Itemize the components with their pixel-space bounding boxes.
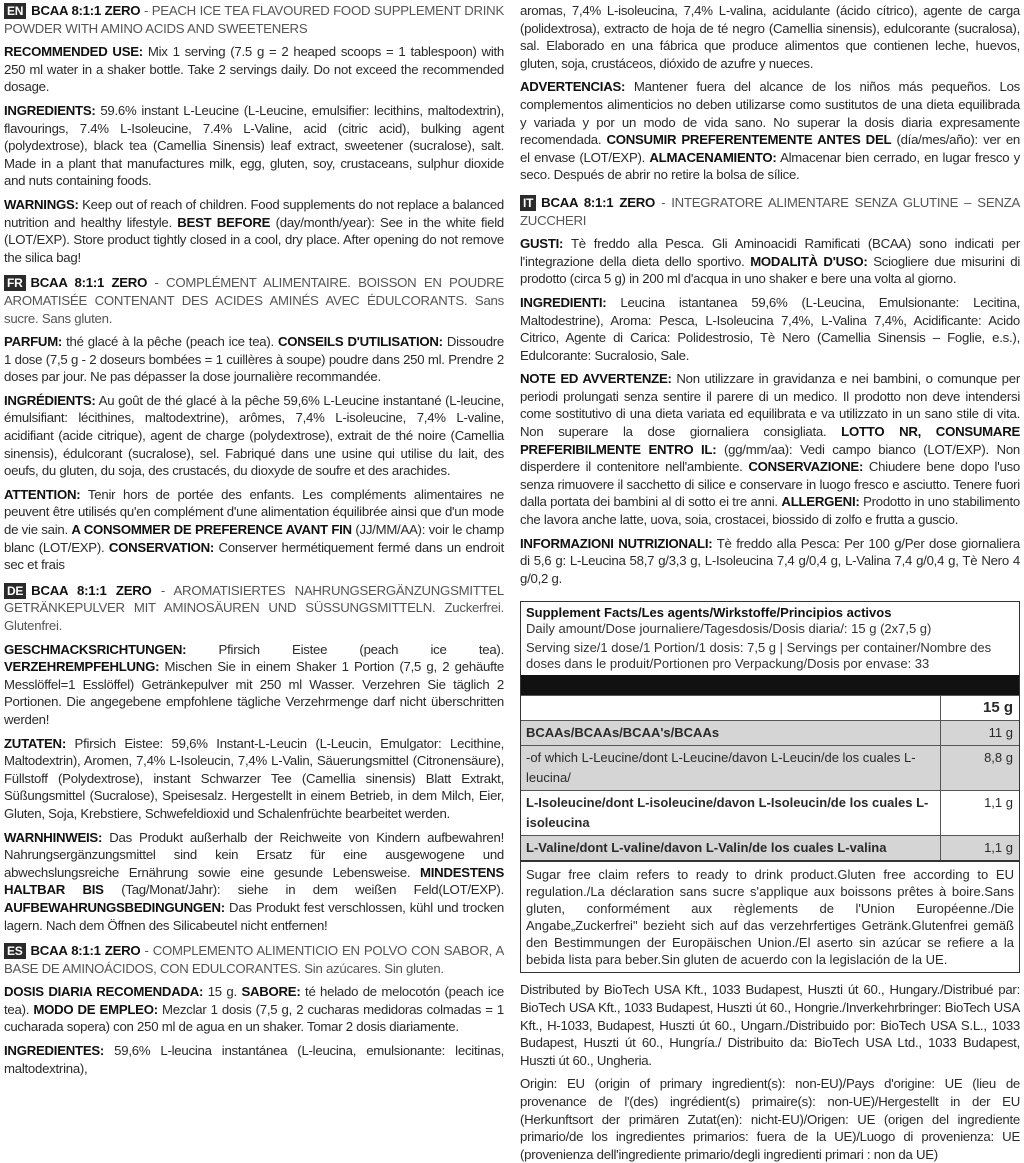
de-lang-badge: DE	[4, 583, 26, 599]
fr-lang-badge: FR	[4, 275, 26, 291]
origin: Origin: EU (origin of primary ingredient(s): non-EU)/Pays d'origine: UE (lieu de provenance de l'(des) ingrédient(s) primaire(s): non-UE)/Hergestellt in der EU (Herkunftsort der primären Zutat(en): nicht-EU)/Origen: UE (origen del ingrediente primario/de los ingredientes primarios: fuera de la UE)/Luogo di provenienza: UE (provenienza dell'ingrediente primario/degli ingredienti primari : non da UE)	[520, 1076, 1020, 1162]
de-geschmack: GESCHMACKSRICHTUNGEN: Pfirsich Eistee (peach ice tea). VERZEHREMPFEHLUNG: Mischen Sie in einem Shaker 1 Portion (7,5 g, 2 gehäufte Messlöffel=1 Esslöffel) Getränkepulver mit 250 ml Wasser. Verzehren Sie täglich 2 Portionen. Die angegebene empfohlene tägliche Verzehrmenge darf nicht überschritten werden!	[4, 641, 504, 727]
es-dosis: DOSIS DIARIA RECOMENDADA: 15 g. SABORE: té helado de melocotón (peach ice tea). MODO DE EMPLEO: Mezclar 1 dosis (7,5 g, 2 cucharas medidoras colmadas = 1 cucharada sopera) con 250 ml de agua en un shaker. Tomar 2 dosis diariamente.	[4, 984, 505, 1035]
en-title: EN BCAA 8:1:1 ZERO - PEACH ICE TEA FLAVOURED FOOD SUPPLEMENT DRINK POWDER WITH AMINO ACIDS AND SWEETENERS	[4, 3, 504, 36]
es-lang-badge: ES	[4, 943, 26, 959]
facts-heading: Supplement Facts/Les agents/Wirkstoffe/Principios activos	[526, 605, 892, 621]
facts-row-name: L-Valine/dont L-valine/davon L-Valin/de los cuales L-valina	[526, 840, 887, 856]
facts-column-header	[521, 695, 1019, 720]
de-zutaten: ZUTATEN: Pfirsich Eistee: 59,6% Instant-L-Leucin (L-Leucin, Emulgator: Lecithine, Maltodextrin), Aromen, 7,4% L-Isoleucin, 7,4% L-Valin, Säuerungsmittel (Citronensäure), Füllstoff (Polydextrose), instant Schwarzer Tee (Camellia sinensis) Blatt Extrakt, Süßungsmittel (Sucralose), Speisesalz. Hergestellt in einem Betrieb, in dem Milch, Eier, Gluten, Soja, Krebstiere, Schwefeldioxid und Schalenfrüchte bearbeitet werden.	[4, 735, 504, 821]
distributed-by: Distributed by BioTech USA Kft., 1033 Budapest, Huszti út 60., Hungary./Distribué par: BioTech USA Kft., 1033 Budapest, Huszti út 60., Hongrie./Inverkehrbringer: BioTech USA Kft., H-1033, Budapest, Huszti út 60., Ungarn./Distribuido por: BioTech USA S.L., 1033 Budapest, Huszti út 60., Hungría./ Distribuito da: BioTech USA Ltd., 1033 Budapest, Huszti út 60., Ungheria.	[520, 982, 1020, 1068]
facts-daily-amount: Daily amount/Dose journaliere/Tagesdosis/Dosis diaria/: 15 g (2x7,5 g)	[526, 621, 932, 637]
facts-row-isoleucine	[521, 790, 1019, 835]
en-warnings: WARNINGS: Keep out of reach of children. Food supplements do not replace a balanced nutrition and healthy lifestyle. BEST BEFORE (day/month/year): See in the white field (LOT/EXP). Store product tightly closed in a cool, dry place. After opening do not remove the silica bag!	[4, 196, 504, 265]
en-recommended-use: RECOMMENDED USE: Mix 1 serving (7.5 g = 2 heaped scoops = 1 tablespoon) with 250 ml water in a shaker bottle. Take 2 servings daily. Do not exceed the recommended dosage.	[4, 44, 505, 95]
left-column	[0, 0, 508, 1076]
en-lang-badge: EN	[4, 3, 26, 19]
it-ingredienti: INGREDIENTI: Leucina istantanea 59,6% (L-Leucina, Emulsionante: Lecitina, Maltodestrine), Aroma: Pesca, L-Isoleucina 7,4%, L-Valina 7,4%, Acidificante: Acido Citrico, Agente di Carica: Polidestrosio, Tè Nero (Camellia Sinensis – Foglie, e.s.), Edulcorante: Sucralosio, Sale.	[520, 294, 1020, 363]
it-info-nutrizionali: INFORMAZIONI NUTRIZIONALI: Tè freddo alla Pesca: Per 100 g/Per dose giornaliera di 5,6 g: L-Leucina 58,7 g/3,3 g, L-Isoleucina 7,4 g/0,4 g, L-Valina 7,4 g/0,4 g, Tè Nero 4 g/0,2 g.	[520, 535, 1020, 586]
facts-row-valine	[521, 835, 1019, 860]
facts-row-name: BCAAs/BCAAs/BCAA's/BCAAs	[526, 725, 720, 741]
en-ingredients: INGREDIENTS: 59.6% instant L-Leucine (L-Leucine, emulsifier: lecithins, maltodextrin), flavourings, 7.4% L-Isoleucine, 7.4% L-Valine, acid (citric acid), bulking agent (polydextrose), black tea (Camellia Sinensis) leaf extract, sweetener (sucralose), salt. Made in a plant that manufactures milk, egg, gluten, soy, crustaceans, sulphur dioxide and nuts containing foods.	[4, 102, 504, 189]
facts-row-value: 1,1 g	[940, 836, 1019, 860]
facts-row-value: 11 g	[940, 721, 1019, 745]
it-title: IT BCAA 8:1:1 ZERO - INTEGRATORE ALIMENTARE SENZA GLUTINE – SENZA ZUCCHERI	[520, 194, 1020, 228]
es-advertencias: ADVERTENCIAS: Mantener fuera del alcance de los niños más pequeños. Los complementos alimenticios no deben utilizarse como sustitutos de una dieta equilibrada y variada y por un modo de vida sano. No superar la dosis diaria expresamente recomendada. CONSUMIR PREFERENTEMENTE ANTES DEL (día/mes/año): ver en el envase (LOT/EXP). ALMACENAMIENTO: Almacenar bien cerrado, en lugar fresco y seco. Después de abrir no retire la bolsa de sílice.	[520, 79, 1020, 183]
facts-row-name: L-Isoleucine/dont L-isoleucine/davon L-Isoleucin/de los cuales L-isoleucina	[526, 795, 929, 831]
de-warnhinweis: WARNHINWEIS: Das Produkt außerhalb der Reichweite von Kindern aufbewahren! Nahrungsergänzungsmittel sind kein Ersatz für eine ausgewogene und abwechslungsreiche Ernährung sowie eine gesunde Lebensweise. MINDESTENS HALTBAR BIS (Tag/Monat/Jahr): siehe in dem weißen Feld(LOT/EXP). AUFBEWAHRUNGSBEDINGUNGEN: Das Produkt fest verschlossen, kühl und trocken lagern. Nach dem Öffnen des Silicabeutel nicht entfernen!	[4, 829, 504, 933]
facts-row-leucine	[521, 745, 1019, 790]
supplement-facts-table	[520, 601, 1020, 973]
facts-row-value: 8,8 g	[940, 746, 1019, 790]
es-ingredients-continued: aromas, 7,4% L-isoleucina, 7,4% L-valina, acidulante (ácido cítrico), agente de carga (polidextrosa), extracto de hoja de té negro (Camellia sinensis), edulcorante (sucralosa), sal. Elaborado en una fábrica que produce alimentos que contienen leche, huevos, gluten, soja, crustáceos, dióxido de azufre y nueces.	[520, 3, 1020, 71]
fr-ingredients: INGRÉDIENTS: Au goût de thé glacé à la pêche 59,6% L-Leucine instantané (L-leucine, émulsifiant: lécithines, maltodextrine), arômes, 7,4% L-isoleucine, 7,4% L-valine, acidifiant (acide citrique), agent de charge (polydextrose), extrait de thé noire (Camellia sinensis), édulcorant (sucralose), sel. Fabriqué dans une usine qui utilise du lait, des oeufs, du gluten, du soja, des crustacés, du dioxyde de soufre et des arachides.	[4, 392, 504, 479]
fr-parfum: PARFUM: thé glacé à la pêche (peach ice tea). CONSEILS D'UTILISATION: Dissoudre 1 dose (7,5 g - 2 doseurs bombées = 1 cuillères à soupe) poudre dans 250 ml. Prendre 2 doses par jour. Ne pas dépasser la dose journalière recommandée.	[4, 334, 504, 385]
facts-black-bar	[521, 675, 1019, 695]
it-lang-badge: IT	[520, 195, 536, 211]
fr-attention: ATTENTION: Tenir hors de portée des enfants. Les compléments alimentaires ne peuvent être utilisés qu'en complément d'une alimentation équilibrée ainsi que d'un mode de vie sain. A CONSOMMER DE PREFERENCE AVANT FIN (JJ/MM/AA): voir le champ blanc (LOT/EXP). CONSERVATION: Conserver hermétiquement fermé dans un endroit sec et frais	[4, 486, 504, 573]
facts-row-value: 1,1 g	[940, 791, 1019, 835]
facts-amount-header: 15 g	[940, 696, 1019, 720]
facts-sugar-free-note: Sugar free claim refers to ready to drink product.Gluten free according to EU regulation./La déclaration sans sucre s'applique aux boissons prêtes à boire.Sans gluten, conformément aux règlements de l'Union Européenne./Die Angabe„Zuckerfrei" bezieht sich auf das verzehrfertiges Getränk.Glutenfrei gemäß den Bestimmungen der Europäischen Union./El aserto sin azúcar se refiere a la bebida lista para beber.Sin gluten de acuerdo con la legislación de la UE.	[521, 860, 1019, 972]
fr-title: FR BCAA 8:1:1 ZERO - COMPLÉMENT ALIMENTAIRE. BOISSON EN POUDRE AROMATISÉE CONTENANT DES ACIDES AMINÉS AVEC ÉDULCORANTS. Sans sucre. Sans gluten.	[4, 275, 504, 326]
facts-row-name: -of which L-Leucine/dont L-Leucine/davon L-Leucin/de los cuales L-leucina/	[526, 750, 916, 786]
it-note: NOTE ED AVVERTENZE: Non utilizzare in gravidanza e nei bambini, o comunque per periodi prolungati senza sentire il parere di un medico. Il prodotto non deve intendersi come sostitutivo di una dieta variata ed equilibrata e va utilizzato in un sano stile di vita. Non superare la dose giornaliera consigliata. LOTTO NR, CONSUMARE PREFERIBILMENTE ENTRO IL: (gg/mm/aa): Vedi campo bianco (LOT/EXP). Non disperdere il contenitore nell'ambiente. CONSERVAZIONE: Chiudere bene dopo l'uso senza rimuovere il sacchetto di silice e conservare in luogo fresco e asciutto. Tenere fuori dalla portata dei bambini al di sotto ei tre anni. ALLERGENI: Prodotto in uno stabilimento che lavora anche latte, uova, soia, crostacei, biossido di zolfo e frutta a guscio.	[520, 371, 1021, 528]
it-gusti: GUSTI: Tè freddo alla Pesca. Gli Aminoacidi Ramificati (BCAA) sono indicati per l'integrazione della dieta dello sportivo. MODALITÀ D'USO: Sciogliere due misurini di prodotto (circa 5 g) in 200 ml d'acqua in uno shaker e bere una volta al giorno.	[520, 236, 1020, 287]
de-title: DE BCAA 8:1:1 ZERO - AROMATISIERTES NAHRUNGSERGÄNZUNGSMITTEL GETRÄNKEPULVER MIT AMINOSÄUREN UND SÜSSUNGSMITTELN. Zuckerfrei. Glutenfrei.	[4, 582, 504, 633]
es-title: ES BCAA 8:1:1 ZERO - COMPLEMENTO ALIMENTICIO EN POLVO CON SABOR, A BASE DE AMINOÁCIDOS, CON EDULCORANTES. Sin azúcares. Sin gluten.	[4, 943, 504, 976]
facts-row-bcaas	[521, 720, 1019, 745]
es-ingredients: INGREDIENTES: 59,6% L-leucina instantánea (L-leucina, emulsionante: lecitinas, maltodextrina),	[4, 1043, 504, 1076]
right-column	[516, 0, 1024, 1162]
facts-serving-size: Serving size/1 dose/1 Portion/1 dosis: 7,5 g | Servings per container/Nombre des doses dans le produit/Portionen pro Verpackung/Dosis por envase: 33	[526, 640, 992, 672]
